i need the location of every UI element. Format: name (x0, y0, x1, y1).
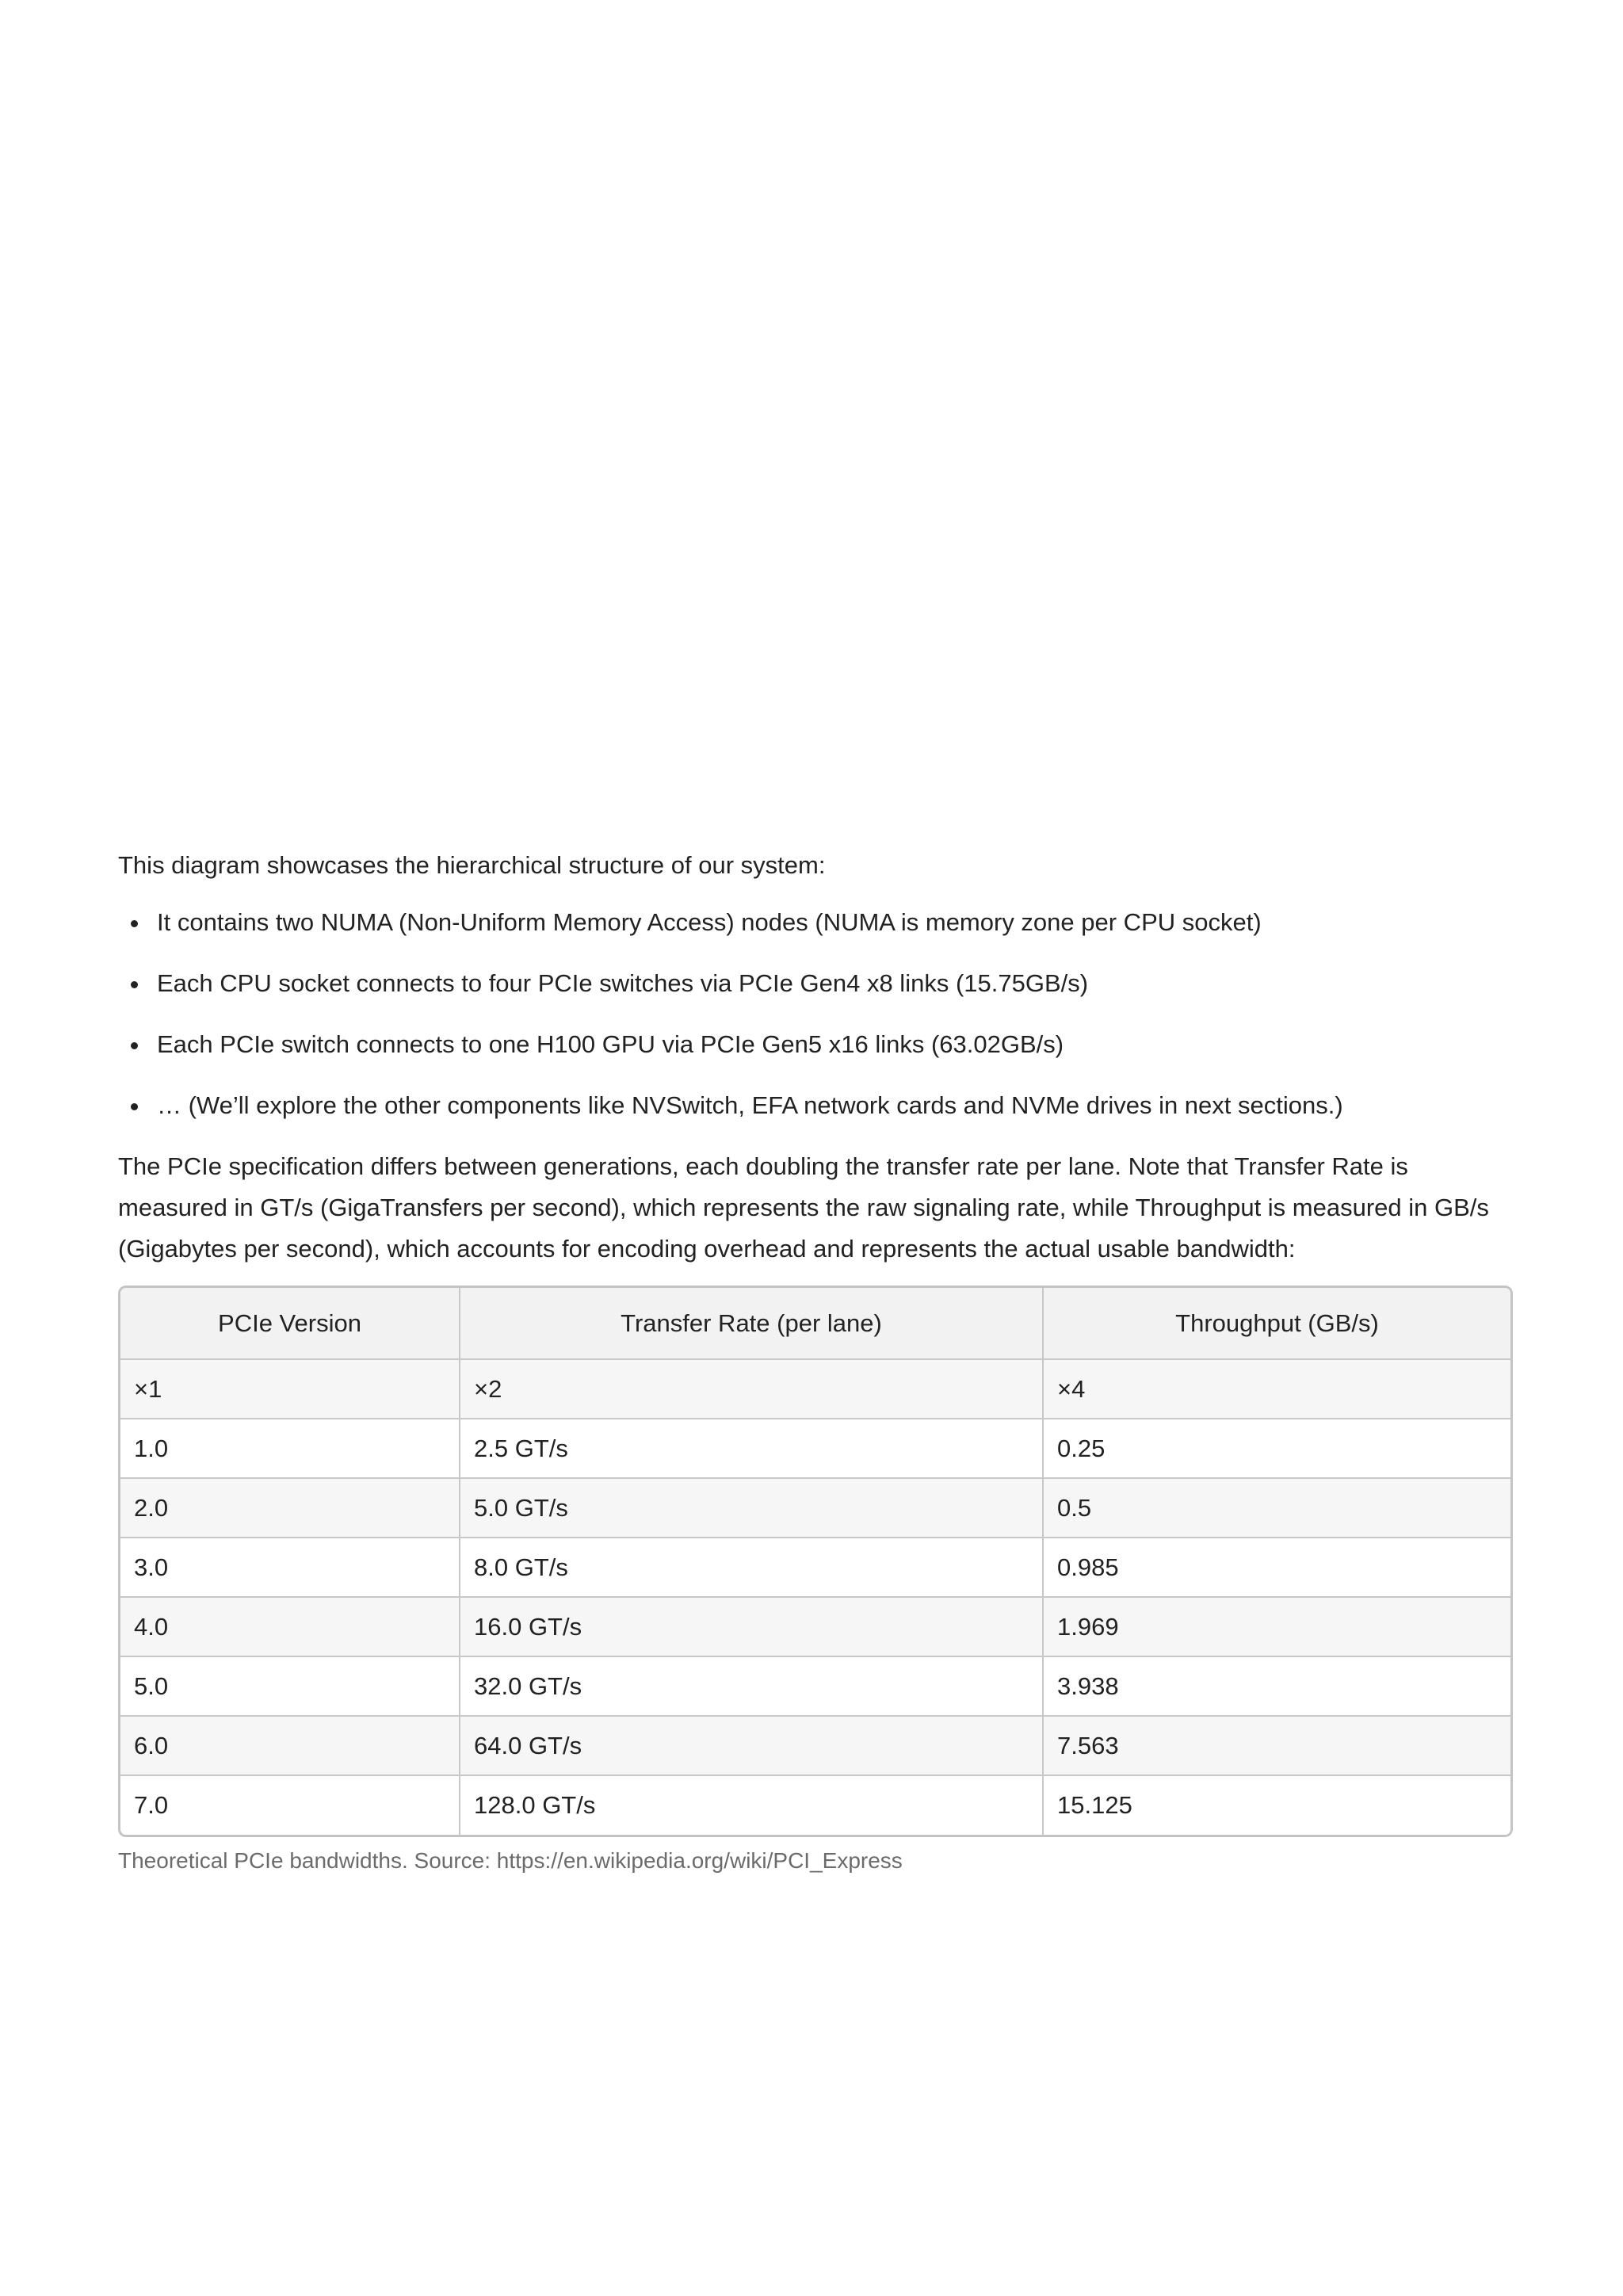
table-cell: 6.0 (120, 1716, 460, 1775)
table-row (120, 1359, 1510, 1419)
table-cell: 8.0 GT/s (460, 1538, 1043, 1597)
table-cell: 5.0 (120, 1656, 460, 1716)
header-throughput: Throughput (GB/s) (1043, 1288, 1510, 1359)
table-cell: 7.0 (120, 1775, 460, 1835)
table-cell: 3.938 (1043, 1656, 1510, 1716)
table-cell: 16.0 GT/s (460, 1597, 1043, 1656)
table-row (120, 1478, 1510, 1538)
table-cell: 2.5 GT/s (460, 1419, 1043, 1478)
table-cell: 2.0 (120, 1478, 460, 1538)
table-cell: 7.563 (1043, 1716, 1510, 1775)
table-row (120, 1538, 1510, 1597)
pcie-bandwidth-table (120, 1288, 1510, 1835)
table-cell: 32.0 GT/s (460, 1656, 1043, 1716)
table-cell: 1.969 (1043, 1597, 1510, 1656)
table-row (120, 1656, 1510, 1716)
table-header-row (120, 1288, 1510, 1359)
table-cell: 64.0 GT/s (460, 1716, 1043, 1775)
pcie-table-container (118, 1286, 1513, 1837)
table-cell: 0.25 (1043, 1419, 1510, 1478)
table-row (120, 1419, 1510, 1478)
bullet-item: Each PCIe switch connects to one H100 GPU via PCIe Gen5 x16 links (63.02GB/s) (118, 1024, 1513, 1065)
table-cell: 4.0 (120, 1597, 460, 1656)
table-cell: ×2 (460, 1359, 1043, 1419)
header-transfer-rate: Transfer Rate (per lane) (460, 1288, 1043, 1359)
bullet-item: It contains two NUMA (Non-Uniform Memory Access) nodes (NUMA is memory zone per CPU socket) (118, 902, 1513, 943)
table-row (120, 1716, 1510, 1775)
explanation-paragraph: The PCIe specification differs between generations, each doubling the transfer rate per lane. Note that Transfer Rate is measured in GT/s (GigaTransfers per second), which represents the raw signaling rate, while Throughput is measured in GB/s (Gigabytes per second), which accounts for encoding overhead and represents the actual usable bandwidth: (118, 1152, 1489, 1263)
header-pcie-version: PCIe Version (120, 1288, 460, 1359)
table-cell: 5.0 GT/s (460, 1478, 1043, 1538)
bullet-item: … (We’ll explore the other components like NVSwitch, EFA network cards and NVMe drives in next sections.) (118, 1085, 1513, 1126)
table-cell: 3.0 (120, 1538, 460, 1597)
table-row (120, 1775, 1510, 1835)
table-caption: Theoretical PCIe bandwidths. Source: https://en.wikipedia.org/wiki/PCI_Express (118, 1848, 903, 1873)
article-content (118, 845, 1513, 1877)
table-cell: 15.125 (1043, 1775, 1510, 1835)
intro-text: This diagram showcases the hierarchical structure of our system: (118, 851, 826, 879)
bullet-list (118, 902, 1513, 1126)
bullet-item: Each CPU socket connects to four PCIe switches via PCIe Gen4 x8 links (15.75GB/s) (118, 963, 1513, 1004)
table-cell: ×1 (120, 1359, 460, 1419)
table-cell: 1.0 (120, 1419, 460, 1478)
table-cell: ×4 (1043, 1359, 1510, 1419)
table-cell: 0.985 (1043, 1538, 1510, 1597)
table-row (120, 1597, 1510, 1656)
table-cell: 0.5 (1043, 1478, 1510, 1538)
table-cell: 128.0 GT/s (460, 1775, 1043, 1835)
